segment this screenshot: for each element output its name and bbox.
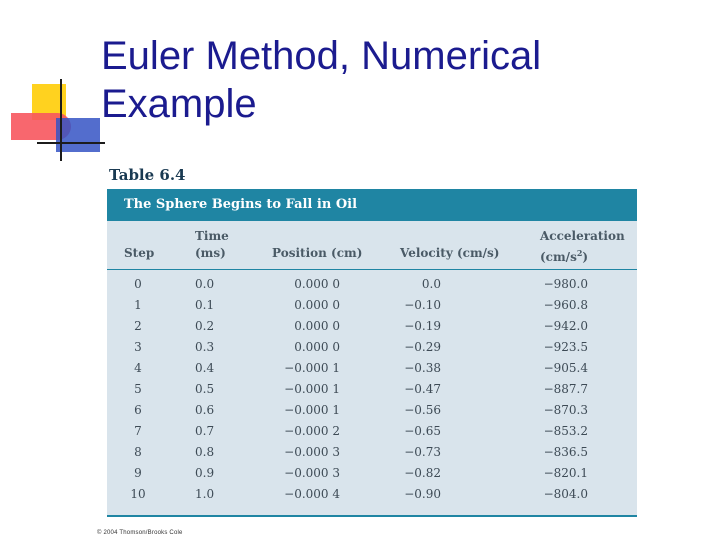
cell-step: 2 (134, 319, 142, 333)
cell-velocity: −0.10 (404, 298, 441, 312)
cell-position: 0.000 0 (294, 340, 340, 354)
cell-position: 0.000 0 (294, 319, 340, 333)
cell-velocity: −0.73 (404, 445, 441, 459)
cell-velocity: −0.19 (404, 319, 441, 333)
cell-time: 0.1 (195, 298, 215, 312)
table-row (107, 296, 637, 317)
column-header-time (195, 228, 229, 262)
cell-position: 0.000 0 (294, 277, 340, 291)
cell-time: 0.6 (195, 403, 215, 417)
slide-title-line-1: Euler Method, Numerical (101, 34, 542, 78)
cell-time: 0.0 (195, 277, 215, 291)
cell-position: 0.000 0 (294, 298, 340, 312)
column-header-acceleration-label: Acceleration (540, 229, 625, 243)
cell-step: 7 (134, 424, 142, 438)
cell-velocity: −0.65 (404, 424, 441, 438)
table-row (107, 443, 637, 464)
cell-velocity: −0.90 (404, 487, 441, 501)
cell-acceleration: −942.0 (543, 319, 588, 333)
cell-velocity: 0.0 (421, 277, 441, 291)
cell-step: 8 (134, 445, 142, 459)
table-caption: Table 6.4 (109, 166, 186, 184)
cell-position: −0.000 2 (284, 424, 340, 438)
cell-step: 9 (134, 466, 142, 480)
column-header-position: Position (cm) (272, 246, 363, 260)
cell-acceleration: −820.1 (543, 466, 588, 480)
cell-position: −0.000 3 (284, 466, 340, 480)
cell-step: 1 (134, 298, 142, 312)
cell-acceleration: −923.5 (543, 340, 588, 354)
column-header-time-unit: (ms) (195, 246, 226, 260)
table-row (107, 464, 637, 485)
table-header-bar (107, 189, 637, 221)
decoration-vertical-line (60, 79, 62, 161)
cell-velocity: −0.47 (404, 382, 441, 396)
column-header-acceleration-unit: $(cm/s^2)$ (540, 248, 589, 264)
cell-position: −0.000 4 (284, 487, 340, 501)
cell-position: −0.000 1 (284, 403, 340, 417)
cell-acceleration: −870.3 (543, 403, 588, 417)
column-header-acceleration (540, 228, 625, 266)
cell-step: 10 (130, 487, 146, 501)
slide-title-line-2: Example (101, 82, 257, 126)
table-header-title: The Sphere Begins to Fall in Oil (124, 197, 358, 212)
column-header-step: Step (124, 246, 155, 260)
cell-step: 0 (134, 277, 142, 291)
table-bottom-rule (107, 515, 637, 517)
table-row (107, 401, 637, 422)
cell-time: 1.0 (195, 487, 215, 501)
cell-position: −0.000 3 (284, 445, 340, 459)
cell-velocity: −0.38 (404, 361, 441, 375)
decoration-horizontal-line (37, 142, 105, 144)
table-row (107, 338, 637, 359)
table-body (107, 275, 637, 506)
cell-time: 0.2 (195, 319, 215, 333)
cell-step: 5 (134, 382, 142, 396)
data-table (107, 189, 637, 517)
cell-step: 3 (134, 340, 142, 354)
cell-time: 0.7 (195, 424, 215, 438)
table-row (107, 422, 637, 443)
cell-acceleration: −804.0 (543, 487, 588, 501)
column-header-velocity: Velocity (cm/s) (400, 246, 500, 260)
cell-acceleration: −905.4 (543, 361, 588, 375)
cell-time: 0.4 (195, 361, 215, 375)
cell-time: 0.8 (195, 445, 215, 459)
slide-title (101, 32, 701, 128)
cell-acceleration: −887.7 (543, 382, 588, 396)
header-divider (107, 269, 637, 270)
decoration-blue-square (56, 118, 100, 152)
cell-time: 0.9 (195, 466, 215, 480)
cell-velocity: −0.29 (404, 340, 441, 354)
table-row (107, 380, 637, 401)
cell-time: 0.5 (195, 382, 215, 396)
copyright-footer: © 2004 Thomson/Brooks Cole (97, 530, 183, 536)
cell-acceleration: −980.0 (543, 277, 588, 291)
cell-velocity: −0.56 (404, 403, 441, 417)
cell-step: 6 (134, 403, 142, 417)
column-header-time-label: Time (195, 229, 229, 243)
table-row (107, 317, 637, 338)
cell-acceleration: −960.8 (543, 298, 588, 312)
table-row (107, 275, 637, 296)
cell-time: 0.3 (195, 340, 215, 354)
cell-position: −0.000 1 (284, 382, 340, 396)
cell-position: −0.000 1 (284, 361, 340, 375)
table-row (107, 359, 637, 380)
table-row (107, 485, 637, 506)
cell-acceleration: −836.5 (543, 445, 588, 459)
cell-acceleration: −853.2 (543, 424, 588, 438)
slide-decoration (0, 0, 110, 170)
cell-step: 4 (134, 361, 142, 375)
cell-velocity: −0.82 (404, 466, 441, 480)
